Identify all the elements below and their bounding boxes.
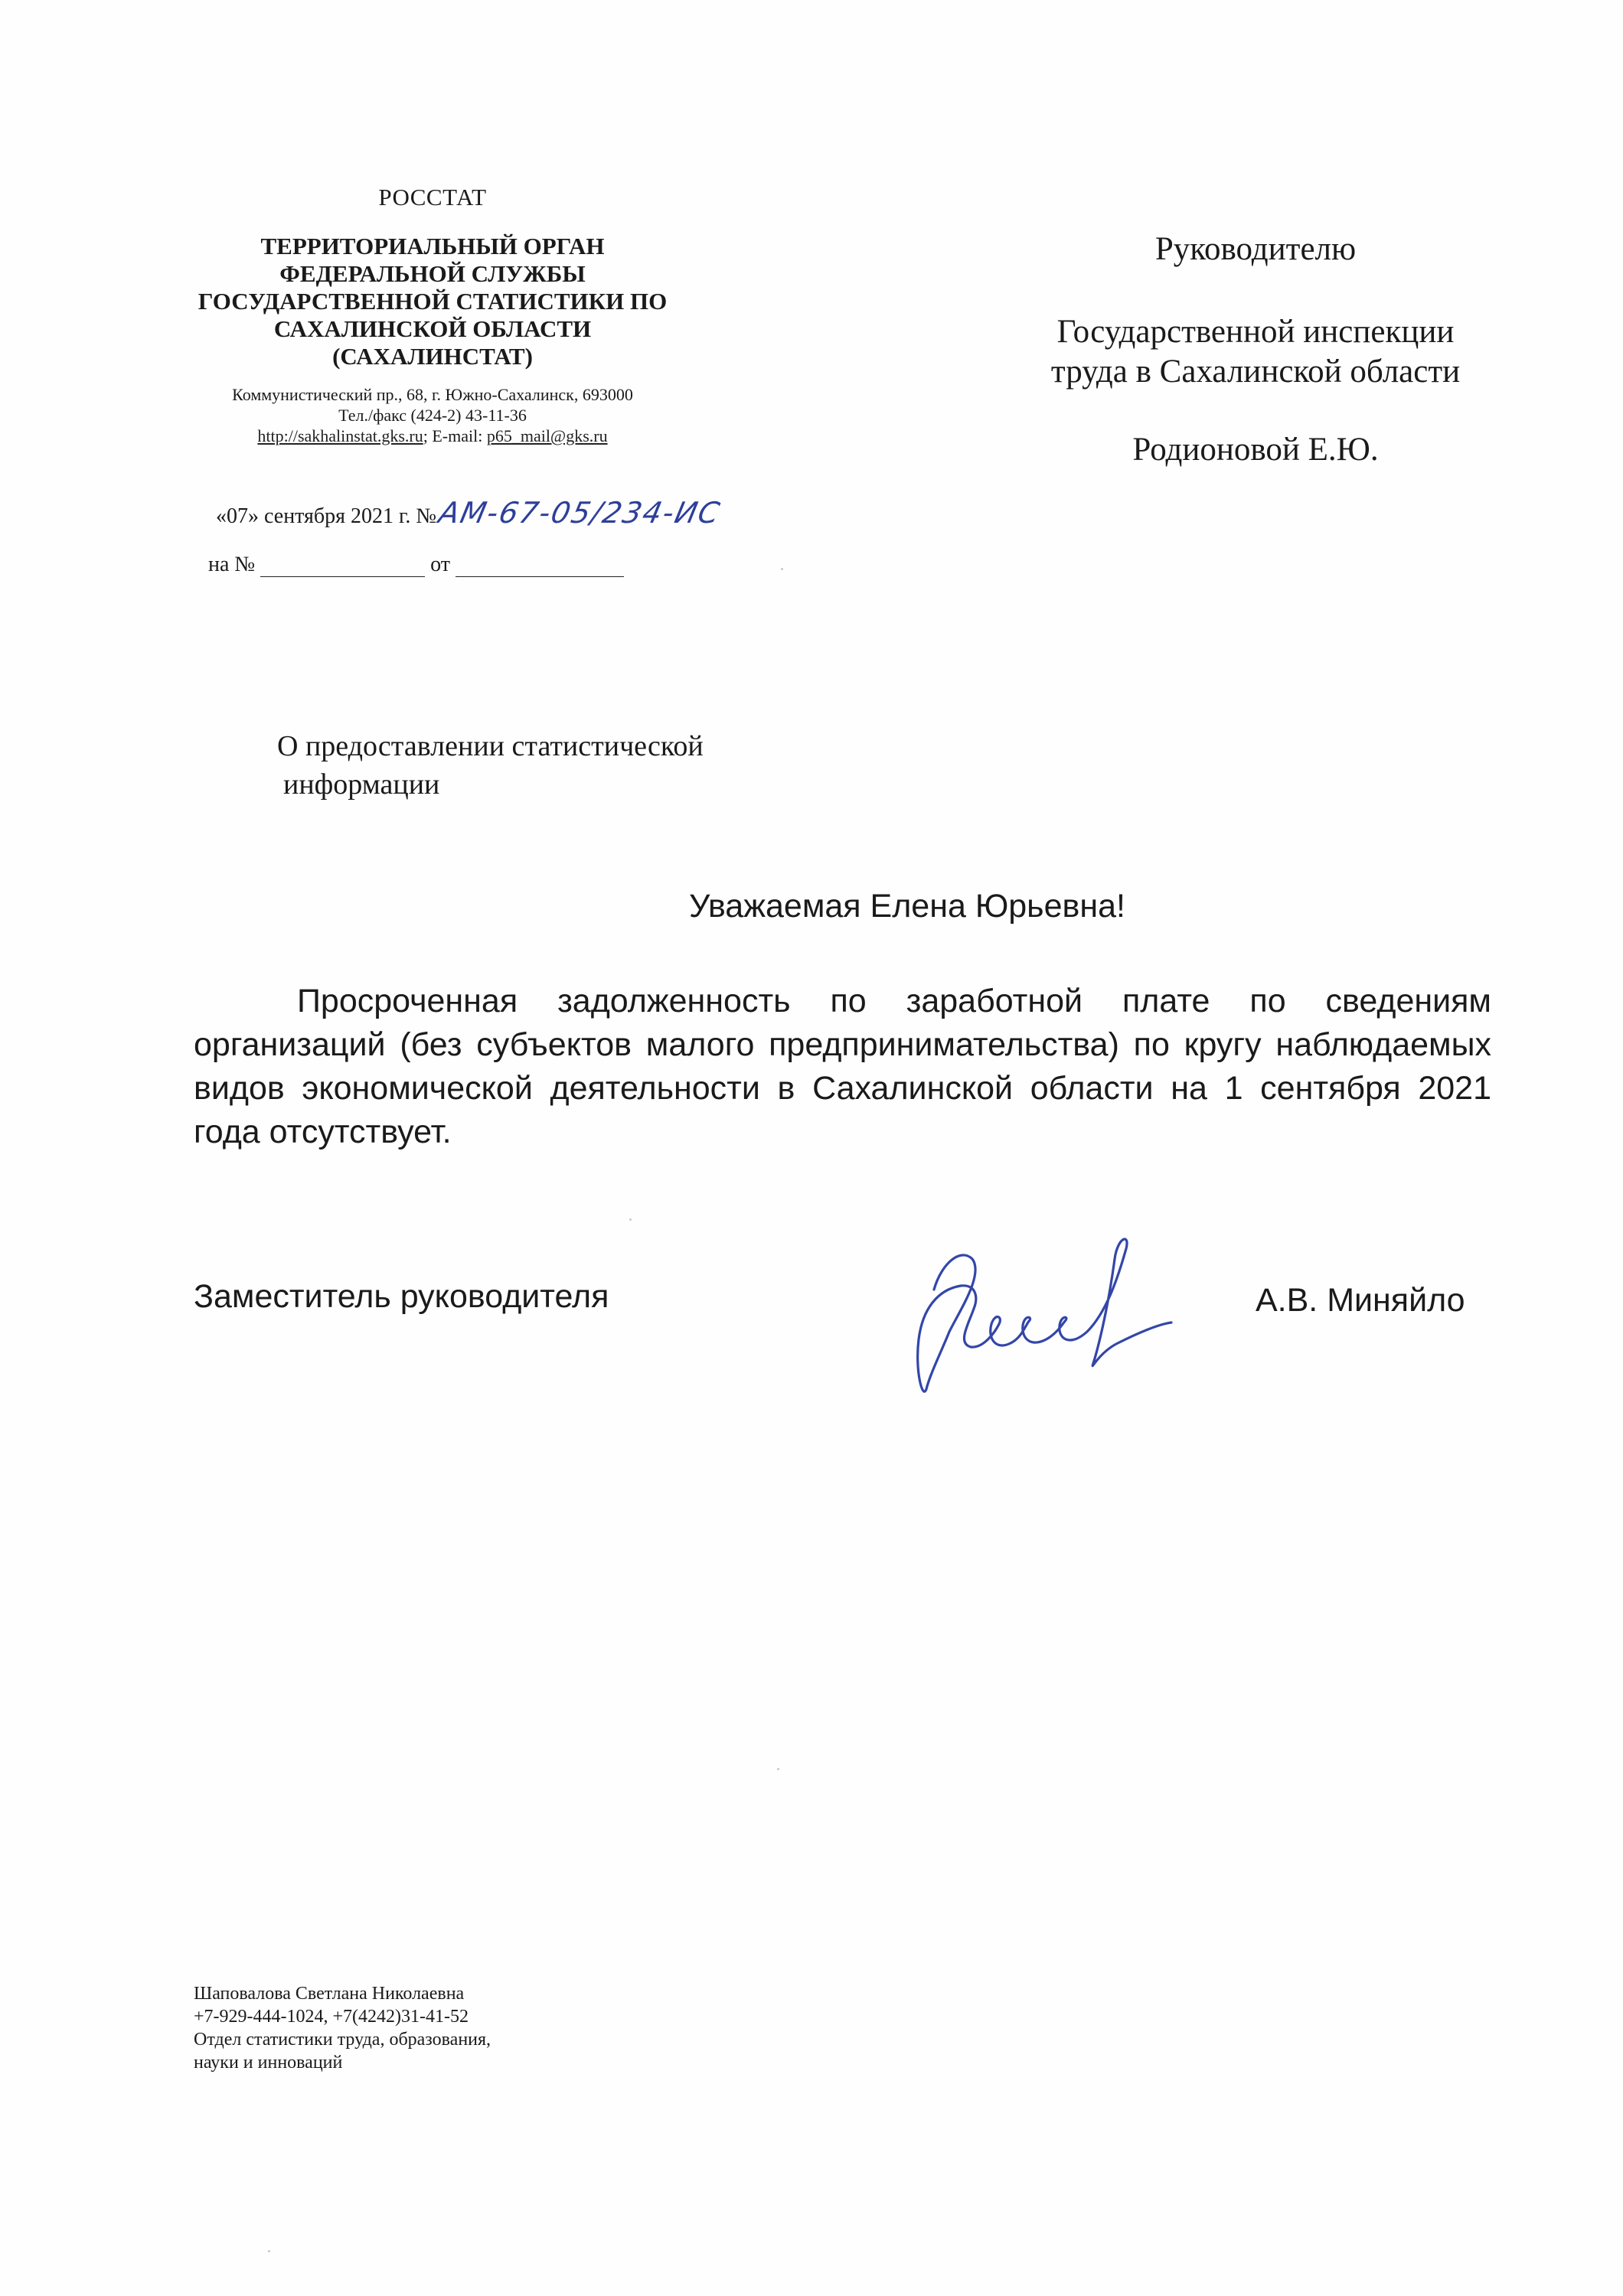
executor-name: Шаповалова Светлана Николаевна bbox=[194, 1984, 465, 2004]
executor-info bbox=[194, 1982, 491, 2074]
org-line: САХАЛИНСКОЙ ОБЛАСТИ bbox=[273, 315, 592, 342]
ref-number-blank bbox=[260, 558, 425, 577]
org-line: ФЕДЕРАЛЬНОЙ СЛУЖБЫ bbox=[279, 260, 586, 287]
subject bbox=[277, 727, 813, 804]
subject-line: информации bbox=[283, 768, 440, 801]
web-email-line bbox=[172, 426, 693, 446]
agency-name: РОССТАТ bbox=[378, 184, 487, 210]
signatory-title: Заместитель руководителя bbox=[194, 1278, 609, 1315]
email-label: ; E-mail: bbox=[423, 426, 487, 445]
registration-date: «07» сентября 2021 г. № bbox=[216, 504, 437, 528]
ref-date-blank bbox=[456, 558, 624, 577]
org-line: (САХАЛИНСТАТ) bbox=[332, 343, 533, 370]
reference-line bbox=[208, 553, 624, 577]
scan-speck bbox=[781, 568, 783, 570]
org-line: ГОСУДАРСТВЕННОЙ СТАТИСТИКИ ПО bbox=[198, 288, 668, 315]
website-link[interactable]: http://sakhalinstat.gks.ru bbox=[257, 426, 423, 445]
phone: Тел./факс (424-2) 43-11-36 bbox=[338, 406, 527, 425]
org-line: ТЕРРИТОРИАЛЬНЫЙ ОРГАН bbox=[260, 233, 605, 259]
addressee bbox=[995, 230, 1516, 470]
address: Коммунистический пр., 68, г. Южно-Сахалинск, 693000 bbox=[232, 385, 633, 404]
executor-department-2: науки и инноваций bbox=[194, 2053, 343, 2073]
scan-speck bbox=[629, 1218, 632, 1221]
executor-department: Отдел статистики труда, образования, bbox=[194, 2030, 491, 2050]
body-paragraph: Просроченная задолженность по заработной плате по сведениям организаций (без субъектов малого предпринимательства) по кругу наблюдаемых видов экономической деятельности в Сахалинской области на 1 сентября 2021 года отсутствует. bbox=[194, 983, 1491, 1150]
ref-from: от bbox=[430, 553, 451, 576]
addressee-organization-2: труда в Сахалинской области bbox=[1050, 354, 1461, 390]
addressee-organization: Государственной инспекции bbox=[1056, 314, 1455, 350]
signatory-name: А.В. Миняйло bbox=[1256, 1282, 1465, 1319]
registration-line bbox=[216, 496, 724, 530]
executor-phones: +7-929-444-1024, +7(4242)31-41-52 bbox=[194, 2007, 469, 2027]
scan-speck bbox=[268, 2250, 270, 2252]
addressee-position: Руководителю bbox=[1154, 231, 1357, 267]
greeting: Уважаемая Елена Юрьевна! bbox=[689, 888, 1125, 925]
subject-line: О предоставлении статистической bbox=[277, 730, 704, 762]
email-link[interactable]: p65_mail@gks.ru bbox=[486, 426, 608, 445]
ref-prefix: на № bbox=[208, 553, 256, 576]
addressee-name: Родионовой Е.Ю. bbox=[1132, 432, 1379, 468]
contacts bbox=[172, 384, 693, 446]
letterhead bbox=[172, 184, 693, 446]
scan-speck bbox=[777, 1768, 779, 1770]
handwritten-registration-number: АМ-67-05/234-ИС bbox=[436, 496, 724, 530]
organization-name bbox=[172, 233, 693, 370]
handwritten-signature bbox=[888, 1217, 1194, 1401]
